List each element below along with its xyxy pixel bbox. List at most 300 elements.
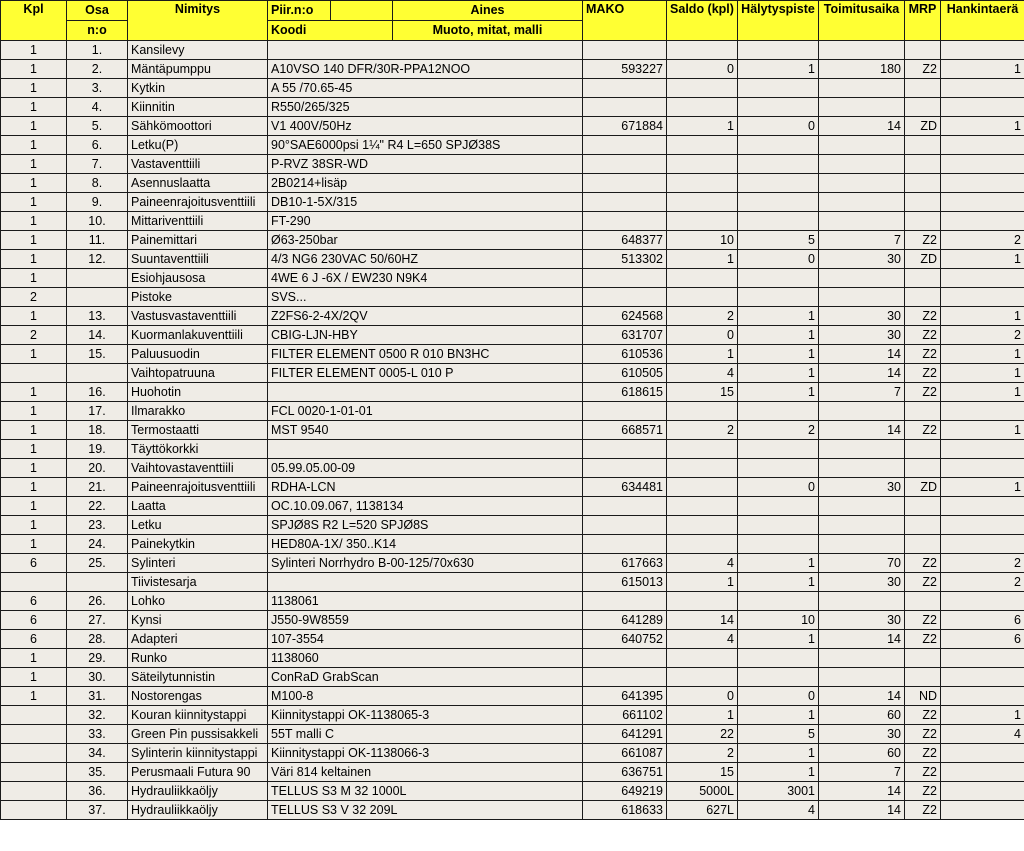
- cell-osa[interactable]: 31.: [67, 687, 128, 706]
- cell-hankintaera[interactable]: [941, 782, 1024, 801]
- cell-nimitys[interactable]: Vaihtovastaventtiili: [128, 459, 268, 478]
- cell-aines[interactable]: FCL 0020-1-01-01: [268, 402, 583, 421]
- cell-nimitys[interactable]: Täyttökorkki: [128, 440, 268, 459]
- cell-kpl[interactable]: 1: [1, 136, 67, 155]
- header-hankintaera[interactable]: Hankintaerä: [941, 1, 1024, 41]
- cell-aines[interactable]: A10VSO 140 DFR/30R-PPA12NOO: [268, 60, 583, 79]
- cell-halytyspiste[interactable]: [738, 193, 819, 212]
- cell-mako[interactable]: 641289: [583, 611, 667, 630]
- cell-toimitusaika[interactable]: [819, 41, 905, 60]
- cell-toimitusaika[interactable]: 70: [819, 554, 905, 573]
- cell-mako[interactable]: [583, 668, 667, 687]
- cell-saldo[interactable]: [667, 155, 738, 174]
- cell-osa[interactable]: 33.: [67, 725, 128, 744]
- cell-aines[interactable]: FILTER ELEMENT 0500 R 010 BN3HC: [268, 345, 583, 364]
- cell-kpl[interactable]: 2: [1, 288, 67, 307]
- cell-saldo[interactable]: [667, 459, 738, 478]
- cell-osa[interactable]: 32.: [67, 706, 128, 725]
- cell-mako[interactable]: 661087: [583, 744, 667, 763]
- cell-kpl[interactable]: 1: [1, 459, 67, 478]
- cell-osa[interactable]: 5.: [67, 117, 128, 136]
- cell-mako[interactable]: [583, 155, 667, 174]
- cell-hankintaera[interactable]: [941, 744, 1024, 763]
- cell-mrp[interactable]: Z2: [905, 573, 941, 592]
- cell-saldo[interactable]: 10: [667, 231, 738, 250]
- cell-kpl[interactable]: [1, 744, 67, 763]
- cell-nimitys[interactable]: Ilmarakko: [128, 402, 268, 421]
- cell-mako[interactable]: [583, 98, 667, 117]
- cell-aines[interactable]: SPJØ8S R2 L=520 SPJØ8S: [268, 516, 583, 535]
- cell-mrp[interactable]: [905, 212, 941, 231]
- cell-mrp[interactable]: [905, 269, 941, 288]
- cell-halytyspiste[interactable]: 1: [738, 307, 819, 326]
- cell-nimitys[interactable]: Painekytkin: [128, 535, 268, 554]
- cell-saldo[interactable]: 0: [667, 326, 738, 345]
- cell-mako[interactable]: [583, 41, 667, 60]
- cell-osa[interactable]: 14.: [67, 326, 128, 345]
- header-toimitusaika[interactable]: Toimitusaika: [819, 1, 905, 41]
- cell-saldo[interactable]: [667, 668, 738, 687]
- cell-saldo[interactable]: [667, 288, 738, 307]
- cell-mako[interactable]: 618615: [583, 383, 667, 402]
- cell-hankintaera[interactable]: [941, 193, 1024, 212]
- cell-aines[interactable]: P-RVZ 38SR-WD: [268, 155, 583, 174]
- cell-hankintaera[interactable]: [941, 687, 1024, 706]
- cell-saldo[interactable]: 15: [667, 383, 738, 402]
- cell-nimitys[interactable]: Letku(P): [128, 136, 268, 155]
- cell-mako[interactable]: [583, 193, 667, 212]
- cell-saldo[interactable]: 1: [667, 573, 738, 592]
- cell-mako[interactable]: 610536: [583, 345, 667, 364]
- cell-halytyspiste[interactable]: 0: [738, 117, 819, 136]
- cell-aines[interactable]: J550-9W8559: [268, 611, 583, 630]
- cell-nimitys[interactable]: Sähkömoottori: [128, 117, 268, 136]
- cell-kpl[interactable]: [1, 801, 67, 820]
- cell-kpl[interactable]: 1: [1, 345, 67, 364]
- cell-hankintaera[interactable]: 1: [941, 364, 1024, 383]
- cell-mrp[interactable]: Z2: [905, 725, 941, 744]
- cell-kpl[interactable]: 1: [1, 98, 67, 117]
- cell-mrp[interactable]: [905, 41, 941, 60]
- cell-toimitusaika[interactable]: [819, 592, 905, 611]
- cell-nimitys[interactable]: Sylinterin kiinnitystappi: [128, 744, 268, 763]
- cell-saldo[interactable]: [667, 41, 738, 60]
- cell-toimitusaika[interactable]: 14: [819, 630, 905, 649]
- cell-kpl[interactable]: 1: [1, 79, 67, 98]
- cell-saldo[interactable]: 4: [667, 630, 738, 649]
- cell-hankintaera[interactable]: [941, 497, 1024, 516]
- cell-toimitusaika[interactable]: [819, 459, 905, 478]
- cell-saldo[interactable]: 5000L: [667, 782, 738, 801]
- cell-osa[interactable]: 34.: [67, 744, 128, 763]
- cell-kpl[interactable]: 1: [1, 155, 67, 174]
- cell-saldo[interactable]: [667, 440, 738, 459]
- cell-nimitys[interactable]: Kynsi: [128, 611, 268, 630]
- cell-osa[interactable]: 10.: [67, 212, 128, 231]
- cell-saldo[interactable]: 627L: [667, 801, 738, 820]
- cell-hankintaera[interactable]: 1: [941, 706, 1024, 725]
- header-piir-blank[interactable]: [331, 1, 393, 21]
- cell-toimitusaika[interactable]: [819, 79, 905, 98]
- cell-hankintaera[interactable]: [941, 801, 1024, 820]
- cell-osa[interactable]: 19.: [67, 440, 128, 459]
- cell-mrp[interactable]: [905, 459, 941, 478]
- cell-mako[interactable]: [583, 592, 667, 611]
- cell-mako[interactable]: 649219: [583, 782, 667, 801]
- cell-saldo[interactable]: [667, 79, 738, 98]
- cell-osa[interactable]: 30.: [67, 668, 128, 687]
- cell-toimitusaika[interactable]: 30: [819, 725, 905, 744]
- cell-aines[interactable]: MST 9540: [268, 421, 583, 440]
- header-mako[interactable]: MAKO: [583, 1, 667, 41]
- cell-nimitys[interactable]: Lohko: [128, 592, 268, 611]
- cell-kpl[interactable]: 1: [1, 41, 67, 60]
- cell-osa[interactable]: [67, 288, 128, 307]
- cell-mrp[interactable]: [905, 288, 941, 307]
- cell-toimitusaika[interactable]: [819, 155, 905, 174]
- cell-nimitys[interactable]: Huohotin: [128, 383, 268, 402]
- cell-nimitys[interactable]: Runko: [128, 649, 268, 668]
- cell-hankintaera[interactable]: [941, 440, 1024, 459]
- cell-halytyspiste[interactable]: [738, 592, 819, 611]
- cell-kpl[interactable]: 1: [1, 212, 67, 231]
- cell-nimitys[interactable]: Paluusuodin: [128, 345, 268, 364]
- cell-toimitusaika[interactable]: 14: [819, 801, 905, 820]
- cell-mako[interactable]: [583, 459, 667, 478]
- cell-hankintaera[interactable]: 4: [941, 725, 1024, 744]
- cell-saldo[interactable]: 22: [667, 725, 738, 744]
- cell-osa[interactable]: 20.: [67, 459, 128, 478]
- cell-toimitusaika[interactable]: [819, 516, 905, 535]
- cell-mako[interactable]: 631707: [583, 326, 667, 345]
- cell-toimitusaika[interactable]: 14: [819, 364, 905, 383]
- cell-nimitys[interactable]: Vastaventtiili: [128, 155, 268, 174]
- cell-mrp[interactable]: Z2: [905, 307, 941, 326]
- cell-saldo[interactable]: 1: [667, 706, 738, 725]
- cell-toimitusaika[interactable]: 7: [819, 231, 905, 250]
- cell-hankintaera[interactable]: [941, 516, 1024, 535]
- cell-saldo[interactable]: 1: [667, 345, 738, 364]
- cell-halytyspiste[interactable]: 1: [738, 364, 819, 383]
- header-koodi[interactable]: Koodi: [268, 21, 393, 41]
- cell-toimitusaika[interactable]: 14: [819, 782, 905, 801]
- cell-mrp[interactable]: [905, 98, 941, 117]
- cell-osa[interactable]: 2.: [67, 60, 128, 79]
- cell-nimitys[interactable]: Pistoke: [128, 288, 268, 307]
- cell-toimitusaika[interactable]: 7: [819, 763, 905, 782]
- cell-osa[interactable]: 13.: [67, 307, 128, 326]
- cell-kpl[interactable]: [1, 706, 67, 725]
- cell-halytyspiste[interactable]: 0: [738, 478, 819, 497]
- cell-osa[interactable]: 16.: [67, 383, 128, 402]
- cell-mako[interactable]: [583, 440, 667, 459]
- cell-kpl[interactable]: 1: [1, 535, 67, 554]
- cell-toimitusaika[interactable]: 7: [819, 383, 905, 402]
- cell-mako[interactable]: [583, 174, 667, 193]
- cell-kpl[interactable]: 1: [1, 421, 67, 440]
- cell-halytyspiste[interactable]: 1: [738, 554, 819, 573]
- cell-toimitusaika[interactable]: [819, 288, 905, 307]
- cell-mako[interactable]: 636751: [583, 763, 667, 782]
- cell-mrp[interactable]: [905, 136, 941, 155]
- cell-nimitys[interactable]: Perusmaali Futura 90: [128, 763, 268, 782]
- cell-nimitys[interactable]: Vaihtopatruuna: [128, 364, 268, 383]
- cell-halytyspiste[interactable]: 0: [738, 250, 819, 269]
- cell-nimitys[interactable]: Green Pin pussisakkeli: [128, 725, 268, 744]
- cell-halytyspiste[interactable]: 1: [738, 326, 819, 345]
- cell-halytyspiste[interactable]: 1: [738, 573, 819, 592]
- cell-mrp[interactable]: ND: [905, 687, 941, 706]
- cell-saldo[interactable]: 0: [667, 60, 738, 79]
- cell-halytyspiste[interactable]: 0: [738, 687, 819, 706]
- cell-aines[interactable]: ConRaD GrabScan: [268, 668, 583, 687]
- cell-toimitusaika[interactable]: [819, 193, 905, 212]
- cell-mako[interactable]: [583, 269, 667, 288]
- cell-hankintaera[interactable]: [941, 535, 1024, 554]
- cell-osa[interactable]: 15.: [67, 345, 128, 364]
- cell-nimitys[interactable]: Termostaatti: [128, 421, 268, 440]
- cell-hankintaera[interactable]: 1: [941, 421, 1024, 440]
- cell-mako[interactable]: [583, 288, 667, 307]
- cell-halytyspiste[interactable]: [738, 649, 819, 668]
- cell-mako[interactable]: [583, 212, 667, 231]
- cell-osa[interactable]: [67, 573, 128, 592]
- cell-halytyspiste[interactable]: [738, 174, 819, 193]
- cell-hankintaera[interactable]: 1: [941, 60, 1024, 79]
- cell-mrp[interactable]: Z2: [905, 60, 941, 79]
- cell-toimitusaika[interactable]: 30: [819, 573, 905, 592]
- cell-aines[interactable]: [268, 383, 583, 402]
- cell-hankintaera[interactable]: 1: [941, 478, 1024, 497]
- cell-halytyspiste[interactable]: 5: [738, 231, 819, 250]
- cell-toimitusaika[interactable]: 14: [819, 345, 905, 364]
- cell-halytyspiste[interactable]: 1: [738, 706, 819, 725]
- cell-halytyspiste[interactable]: [738, 79, 819, 98]
- cell-kpl[interactable]: 2: [1, 326, 67, 345]
- cell-osa[interactable]: 12.: [67, 250, 128, 269]
- cell-nimitys[interactable]: Nostorengas: [128, 687, 268, 706]
- cell-halytyspiste[interactable]: 3001: [738, 782, 819, 801]
- cell-mrp[interactable]: [905, 174, 941, 193]
- cell-mako[interactable]: 641291: [583, 725, 667, 744]
- cell-saldo[interactable]: [667, 212, 738, 231]
- cell-mako[interactable]: 648377: [583, 231, 667, 250]
- cell-toimitusaika[interactable]: [819, 98, 905, 117]
- cell-mrp[interactable]: [905, 155, 941, 174]
- cell-aines[interactable]: R550/265/325: [268, 98, 583, 117]
- cell-halytyspiste[interactable]: 1: [738, 60, 819, 79]
- cell-kpl[interactable]: 1: [1, 497, 67, 516]
- cell-hankintaera[interactable]: [941, 174, 1024, 193]
- cell-toimitusaika[interactable]: [819, 174, 905, 193]
- cell-aines[interactable]: 90°SAE6000psi 1¼" R4 L=650 SPJØ38S: [268, 136, 583, 155]
- cell-mako[interactable]: 668571: [583, 421, 667, 440]
- cell-kpl[interactable]: 6: [1, 611, 67, 630]
- cell-mrp[interactable]: Z2: [905, 630, 941, 649]
- cell-mako[interactable]: 593227: [583, 60, 667, 79]
- cell-osa[interactable]: 23.: [67, 516, 128, 535]
- header-nimitys[interactable]: Nimitys: [128, 1, 268, 41]
- cell-mrp[interactable]: Z2: [905, 345, 941, 364]
- cell-hankintaera[interactable]: 1: [941, 307, 1024, 326]
- cell-kpl[interactable]: 1: [1, 307, 67, 326]
- cell-nimitys[interactable]: Esiohjausosa: [128, 269, 268, 288]
- cell-halytyspiste[interactable]: [738, 155, 819, 174]
- cell-hankintaera[interactable]: [941, 592, 1024, 611]
- cell-aines[interactable]: SVS...: [268, 288, 583, 307]
- cell-halytyspiste[interactable]: [738, 41, 819, 60]
- cell-aines[interactable]: 107-3554: [268, 630, 583, 649]
- header-aines-sub[interactable]: Muoto, mitat, malli: [393, 21, 583, 41]
- cell-kpl[interactable]: 1: [1, 193, 67, 212]
- header-osa-sub[interactable]: n:o: [67, 21, 128, 41]
- cell-saldo[interactable]: [667, 98, 738, 117]
- cell-halytyspiste[interactable]: [738, 402, 819, 421]
- cell-aines[interactable]: Sylinteri Norrhydro B-00-125/70x630: [268, 554, 583, 573]
- cell-aines[interactable]: 4/3 NG6 230VAC 50/60HZ: [268, 250, 583, 269]
- cell-aines[interactable]: Ø63-250bar: [268, 231, 583, 250]
- cell-nimitys[interactable]: Mäntäpumppu: [128, 60, 268, 79]
- cell-hankintaera[interactable]: [941, 212, 1024, 231]
- cell-nimitys[interactable]: Letku: [128, 516, 268, 535]
- cell-saldo[interactable]: 15: [667, 763, 738, 782]
- cell-hankintaera[interactable]: 1: [941, 345, 1024, 364]
- cell-aines[interactable]: Väri 814 keltainen: [268, 763, 583, 782]
- cell-osa[interactable]: 9.: [67, 193, 128, 212]
- header-aines[interactable]: Aines: [393, 1, 583, 21]
- cell-toimitusaika[interactable]: 14: [819, 421, 905, 440]
- cell-osa[interactable]: 36.: [67, 782, 128, 801]
- cell-saldo[interactable]: 2: [667, 307, 738, 326]
- cell-aines[interactable]: [268, 440, 583, 459]
- cell-toimitusaika[interactable]: 60: [819, 744, 905, 763]
- cell-hankintaera[interactable]: [941, 649, 1024, 668]
- cell-halytyspiste[interactable]: 1: [738, 744, 819, 763]
- cell-halytyspiste[interactable]: 5: [738, 725, 819, 744]
- cell-aines[interactable]: Kiinnitystappi OK-1138065-3: [268, 706, 583, 725]
- cell-osa[interactable]: 11.: [67, 231, 128, 250]
- cell-mako[interactable]: 615013: [583, 573, 667, 592]
- cell-kpl[interactable]: 1: [1, 668, 67, 687]
- cell-osa[interactable]: 18.: [67, 421, 128, 440]
- cell-aines[interactable]: RDHA-LCN: [268, 478, 583, 497]
- cell-saldo[interactable]: [667, 592, 738, 611]
- cell-mrp[interactable]: Z2: [905, 364, 941, 383]
- cell-hankintaera[interactable]: 2: [941, 573, 1024, 592]
- cell-aines[interactable]: 2B0214+lisäp: [268, 174, 583, 193]
- cell-hankintaera[interactable]: 6: [941, 611, 1024, 630]
- cell-halytyspiste[interactable]: 2: [738, 421, 819, 440]
- cell-aines[interactable]: CBIG-LJN-HBY: [268, 326, 583, 345]
- cell-hankintaera[interactable]: 2: [941, 326, 1024, 345]
- cell-mako[interactable]: [583, 535, 667, 554]
- cell-nimitys[interactable]: Sylinteri: [128, 554, 268, 573]
- cell-osa[interactable]: 27.: [67, 611, 128, 630]
- cell-mako[interactable]: 661102: [583, 706, 667, 725]
- cell-nimitys[interactable]: Paineenrajoitusventtiili: [128, 193, 268, 212]
- cell-mrp[interactable]: [905, 516, 941, 535]
- cell-osa[interactable]: 6.: [67, 136, 128, 155]
- cell-mrp[interactable]: ZD: [905, 117, 941, 136]
- cell-halytyspiste[interactable]: [738, 136, 819, 155]
- cell-toimitusaika[interactable]: 14: [819, 687, 905, 706]
- cell-mrp[interactable]: ZD: [905, 250, 941, 269]
- cell-halytyspiste[interactable]: [738, 288, 819, 307]
- cell-saldo[interactable]: [667, 649, 738, 668]
- cell-toimitusaika[interactable]: [819, 440, 905, 459]
- cell-aines[interactable]: [268, 573, 583, 592]
- cell-nimitys[interactable]: Vastusvastaventtiili: [128, 307, 268, 326]
- cell-aines[interactable]: TELLUS S3 M 32 1000L: [268, 782, 583, 801]
- cell-saldo[interactable]: 1: [667, 250, 738, 269]
- header-saldo[interactable]: Saldo (kpl): [667, 1, 738, 41]
- cell-mrp[interactable]: Z2: [905, 554, 941, 573]
- cell-kpl[interactable]: [1, 782, 67, 801]
- cell-mako[interactable]: [583, 497, 667, 516]
- cell-mrp[interactable]: Z2: [905, 231, 941, 250]
- cell-kpl[interactable]: 1: [1, 649, 67, 668]
- cell-kpl[interactable]: 1: [1, 516, 67, 535]
- cell-saldo[interactable]: 2: [667, 421, 738, 440]
- cell-nimitys[interactable]: Kouran kiinnitystappi: [128, 706, 268, 725]
- cell-mako[interactable]: [583, 649, 667, 668]
- cell-mako[interactable]: [583, 516, 667, 535]
- cell-hankintaera[interactable]: 1: [941, 250, 1024, 269]
- cell-saldo[interactable]: 4: [667, 364, 738, 383]
- cell-mrp[interactable]: Z2: [905, 763, 941, 782]
- cell-kpl[interactable]: 1: [1, 478, 67, 497]
- cell-hankintaera[interactable]: 2: [941, 231, 1024, 250]
- cell-saldo[interactable]: 14: [667, 611, 738, 630]
- cell-mrp[interactable]: Z2: [905, 421, 941, 440]
- cell-toimitusaika[interactable]: [819, 535, 905, 554]
- cell-toimitusaika[interactable]: [819, 497, 905, 516]
- cell-aines[interactable]: 1138060: [268, 649, 583, 668]
- cell-saldo[interactable]: [667, 269, 738, 288]
- cell-halytyspiste[interactable]: [738, 535, 819, 554]
- cell-nimitys[interactable]: Suuntaventtiili: [128, 250, 268, 269]
- cell-aines[interactable]: FILTER ELEMENT 0005-L 010 P: [268, 364, 583, 383]
- cell-halytyspiste[interactable]: [738, 269, 819, 288]
- cell-kpl[interactable]: 1: [1, 440, 67, 459]
- cell-nimitys[interactable]: Kiinnitin: [128, 98, 268, 117]
- cell-mrp[interactable]: [905, 535, 941, 554]
- cell-kpl[interactable]: 1: [1, 383, 67, 402]
- cell-osa[interactable]: 22.: [67, 497, 128, 516]
- cell-hankintaera[interactable]: 1: [941, 383, 1024, 402]
- cell-hankintaera[interactable]: [941, 136, 1024, 155]
- cell-saldo[interactable]: 2: [667, 744, 738, 763]
- cell-nimitys[interactable]: Laatta: [128, 497, 268, 516]
- cell-saldo[interactable]: [667, 497, 738, 516]
- cell-osa[interactable]: 37.: [67, 801, 128, 820]
- cell-toimitusaika[interactable]: [819, 402, 905, 421]
- cell-kpl[interactable]: 6: [1, 592, 67, 611]
- cell-toimitusaika[interactable]: 30: [819, 307, 905, 326]
- cell-mako[interactable]: 618633: [583, 801, 667, 820]
- cell-saldo[interactable]: 4: [667, 554, 738, 573]
- cell-kpl[interactable]: 1: [1, 60, 67, 79]
- cell-mrp[interactable]: [905, 402, 941, 421]
- cell-toimitusaika[interactable]: 30: [819, 478, 905, 497]
- cell-toimitusaika[interactable]: [819, 668, 905, 687]
- cell-nimitys[interactable]: Tiivistesarja: [128, 573, 268, 592]
- cell-mako[interactable]: 617663: [583, 554, 667, 573]
- cell-mrp[interactable]: [905, 497, 941, 516]
- cell-mako[interactable]: 513302: [583, 250, 667, 269]
- cell-nimitys[interactable]: Mittariventtiili: [128, 212, 268, 231]
- cell-kpl[interactable]: 6: [1, 554, 67, 573]
